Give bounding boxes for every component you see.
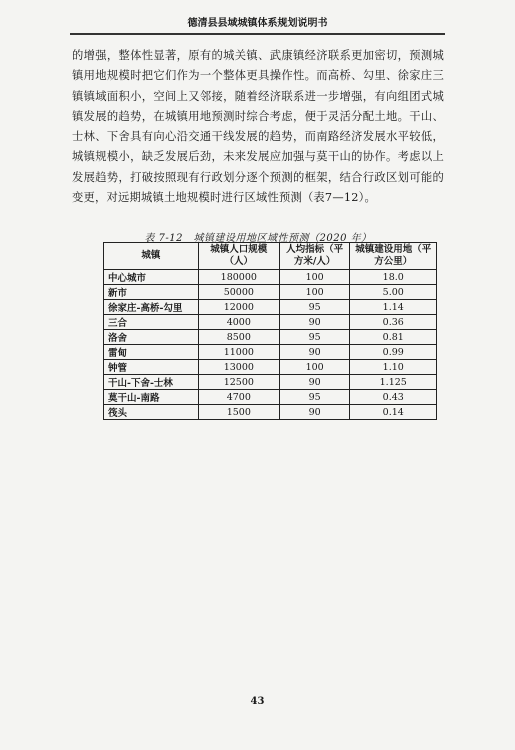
table-row — [104, 315, 437, 330]
table-row — [104, 375, 437, 390]
town-name: 雷甸 — [104, 345, 199, 360]
table-row — [104, 300, 437, 315]
town-name: 莫干山-南路 — [104, 390, 199, 405]
land-area: 5.00 — [350, 285, 437, 300]
table-row — [104, 405, 437, 420]
town-name: 洛舍 — [104, 330, 199, 345]
per-capita: 100 — [279, 270, 350, 285]
column-header: 城镇 — [104, 243, 199, 270]
land-area: 0.36 — [350, 315, 437, 330]
per-capita: 95 — [279, 390, 350, 405]
table-row — [104, 360, 437, 375]
town-name: 干山-下舍-士林 — [104, 375, 199, 390]
town-name: 徐家庄-高桥-勾里 — [104, 300, 199, 315]
per-capita: 90 — [279, 405, 350, 420]
per-capita: 90 — [279, 315, 350, 330]
town-name: 三合 — [104, 315, 199, 330]
population: 11000 — [198, 345, 279, 360]
table-row — [104, 345, 437, 360]
population: 180000 — [198, 270, 279, 285]
per-capita: 100 — [279, 360, 350, 375]
land-area: 0.99 — [350, 345, 437, 360]
population: 4700 — [198, 390, 279, 405]
header-rule — [70, 33, 445, 35]
per-capita: 100 — [279, 285, 350, 300]
per-capita: 95 — [279, 300, 350, 315]
table-row — [104, 270, 437, 285]
land-area: 1.14 — [350, 300, 437, 315]
population: 12500 — [198, 375, 279, 390]
population: 8500 — [198, 330, 279, 345]
population: 4000 — [198, 315, 279, 330]
land-area: 0.14 — [350, 405, 437, 420]
column-header: 城镇人口规模（人） — [198, 243, 279, 270]
per-capita: 95 — [279, 330, 350, 345]
town-name: 新市 — [104, 285, 199, 300]
table-row — [104, 285, 437, 300]
table-row — [104, 390, 437, 405]
land-area: 1.10 — [350, 360, 437, 375]
page-number: 43 — [250, 696, 265, 707]
body-paragraph: 的增强，整体性显著，原有的城关镇、武康镇经济联系更加密切，预测城镇用地规模时把它们作为一个整体更具操作性。而高桥、勾里、徐家庄三镇镇域面积小，空间上又邻接，随着经济联系进一步增强，有向组团式城镇发展的趋势，在城镇用地预测时综合考虑，便于灵活分配土地。干山、士林、下舍具有向心沿交通干线发展的趋势，而南路经济发展水平较低，城镇规模小，缺乏发展后劲，未来发展应加强与莫干山的协作。考虑以上发展趋势，打破按照现有行政划分逐个预测的框架，结合行政区划可能的变更，对远期城镇土地规模时进行区域性预测（表7—12）。 — [72, 49, 444, 205]
population: 50000 — [198, 285, 279, 300]
land-area: 0.43 — [350, 390, 437, 405]
population: 13000 — [198, 360, 279, 375]
town-name: 钟管 — [104, 360, 199, 375]
column-header: 人均指标（平方米/人） — [279, 243, 350, 270]
data-table — [103, 242, 437, 420]
town-name: 筏头 — [104, 405, 199, 420]
running-header: 德清县县域城镇体系规划说明书 — [70, 14, 445, 34]
population: 12000 — [198, 300, 279, 315]
per-capita: 90 — [279, 375, 350, 390]
land-area: 18.0 — [350, 270, 437, 285]
population: 1500 — [198, 405, 279, 420]
land-area: 1.125 — [350, 375, 437, 390]
table-row — [104, 330, 437, 345]
land-area: 0.81 — [350, 330, 437, 345]
per-capita: 90 — [279, 345, 350, 360]
town-name: 中心城市 — [104, 270, 199, 285]
column-header: 城镇建设用地（平方公里） — [350, 243, 437, 270]
table-header — [104, 243, 437, 270]
table-caption: 表 7-12 城镇建设用地区域性预测（2020 年） — [144, 233, 372, 244]
